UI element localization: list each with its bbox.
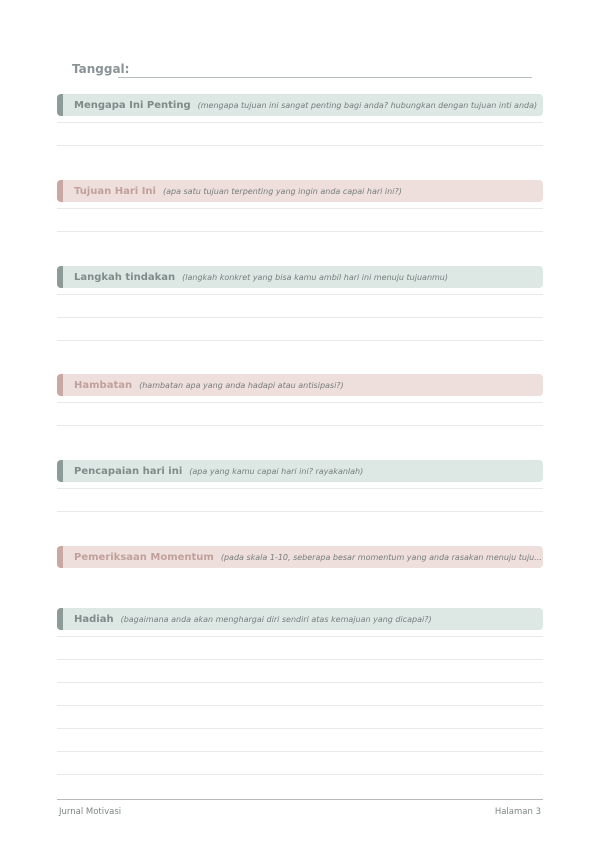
section-title: Pemeriksaan Momentum [74,551,214,563]
writing-line[interactable] [57,659,543,660]
writing-line[interactable] [57,425,543,426]
section-hint: (pada skala 1-10, seberapa besar momentum yang anda rasakan menuju tuju... [220,552,542,562]
section-title: Langkah tindakan [74,271,176,283]
section-hint: (mengapa tujuan ini sangat penting bagi anda? hubungkan dengan tujuan inti anda) [197,100,538,110]
section-header [57,374,543,396]
section-hint: (apa satu tujuan terpenting yang ingin anda capai hari ini?) [162,186,402,196]
date-row [72,62,532,80]
writing-line[interactable] [57,231,543,232]
writing-line[interactable] [57,402,543,403]
writing-line[interactable] [57,682,543,683]
section-momentum-check [57,546,543,568]
writing-line[interactable] [57,122,543,123]
section-header [57,608,543,630]
writing-line[interactable] [57,294,543,295]
date-input-line[interactable] [118,77,532,78]
writing-line[interactable] [57,751,543,752]
date-label: Tanggal: [72,62,130,76]
section-header [57,180,543,202]
section-title: Hambatan [74,379,133,391]
section-header [57,94,543,116]
section-hint: (hambatan apa yang anda hadapi atau antisipasi?) [139,380,344,390]
writing-line[interactable] [57,145,543,146]
section-hint: (bagaimana anda akan menghargai diri sendiri atas kemajuan yang dicapai?) [120,614,432,624]
section-header [57,460,543,482]
section-title: Pencapaian hari ini [74,465,183,477]
section-title: Mengapa Ini Penting [74,99,191,111]
section-header [57,266,543,288]
section-why-important [57,94,543,116]
footer-journal-name: Jurnal Motivasi [59,807,122,817]
writing-line[interactable] [57,774,543,775]
writing-line[interactable] [57,488,543,489]
section-action-steps [57,266,543,288]
section-header [57,546,543,568]
writing-line[interactable] [57,636,543,637]
footer-page-number: Halaman 3 [494,807,541,817]
section-today-goal [57,180,543,202]
section-obstacles [57,374,543,396]
section-title: Hadiah [74,613,114,625]
footer-divider [57,799,543,800]
writing-line[interactable] [57,511,543,512]
section-achievements [57,460,543,482]
section-hint: (apa yang kamu capai hari ini? rayakanlah) [189,466,364,476]
writing-line[interactable] [57,705,543,706]
section-title: Tujuan Hari Ini [74,185,156,197]
writing-line[interactable] [57,340,543,341]
writing-line[interactable] [57,317,543,318]
writing-line[interactable] [57,728,543,729]
section-hint: (langkah konkret yang bisa kamu ambil hari ini menuju tujuanmu) [182,272,448,282]
section-reward [57,608,543,630]
writing-line[interactable] [57,208,543,209]
